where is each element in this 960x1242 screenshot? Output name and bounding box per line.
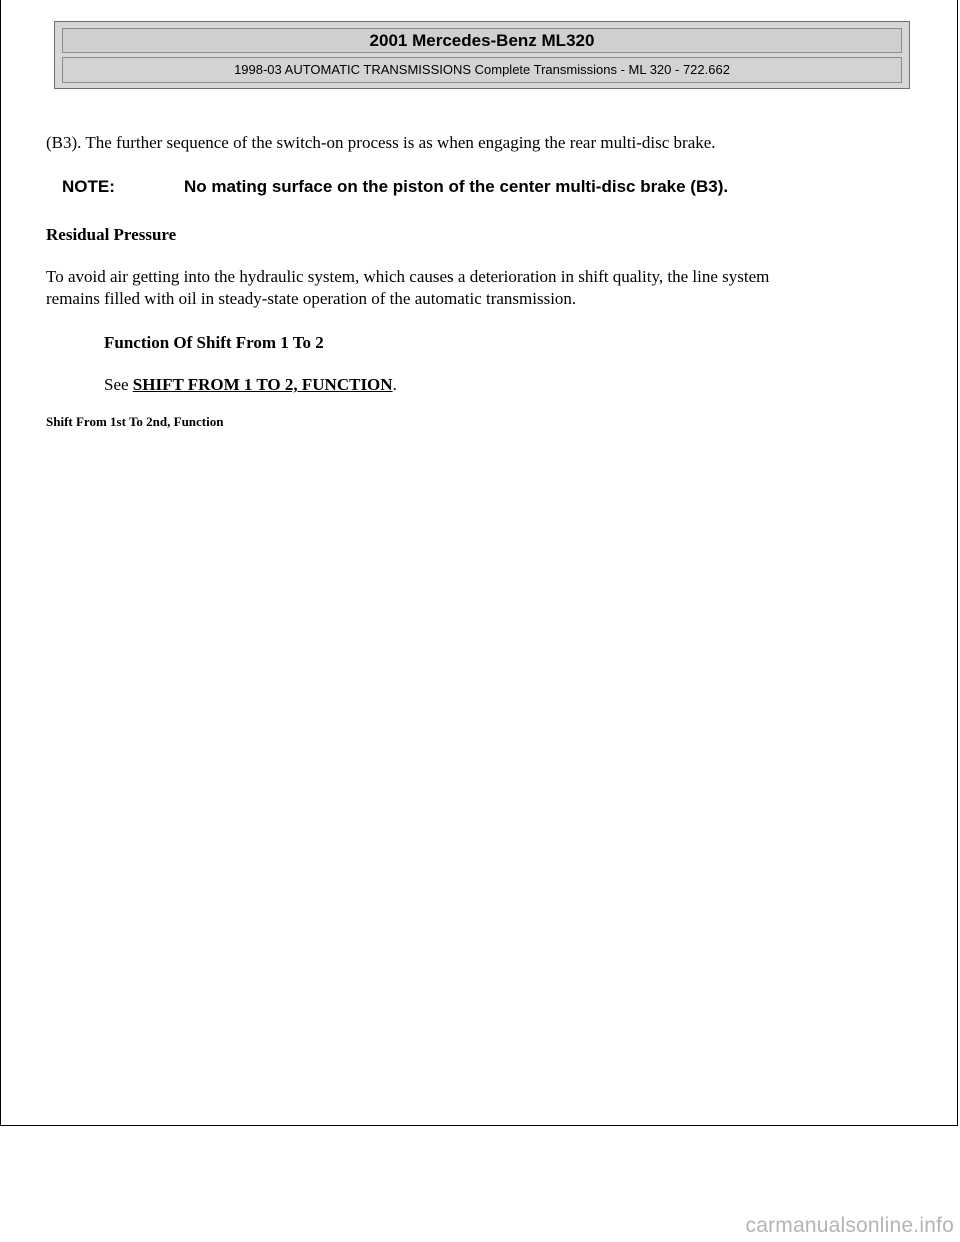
site-watermark: carmanualsonline.info xyxy=(745,1214,954,1237)
see-prefix: See xyxy=(104,375,133,394)
note-text: No mating surface on the piston of the center multi-disc brake (B3). xyxy=(184,177,729,196)
header-title: 2001 Mercedes-Benz ML320 xyxy=(62,28,902,53)
see-suffix: . xyxy=(392,375,397,394)
header-subtitle: 1998-03 AUTOMATIC TRANSMISSIONS Complete Transmissions - ML 320 - 722.662 xyxy=(62,57,902,83)
function-heading: Function Of Shift From 1 To 2 xyxy=(104,333,324,352)
note-label: NOTE: xyxy=(62,177,115,196)
note-block xyxy=(62,176,728,198)
intro-paragraph: (B3). The further sequence of the switch-on process is as when engaging the rear multi-disc brake. xyxy=(46,133,716,152)
residual-paragraph-line-1: To avoid air getting into the hydraulic system, which causes a deterioration in shift quality, the line system xyxy=(46,267,770,286)
residual-paragraph-line-2: remains filled with oil in steady-state operation of the automatic transmission. xyxy=(46,289,577,308)
shift-section-heading: Shift From 1st To 2nd, Function xyxy=(46,414,224,429)
shift-function-link[interactable]: SHIFT FROM 1 TO 2, FUNCTION xyxy=(132,375,393,394)
see-reference xyxy=(104,374,397,396)
page-header xyxy=(54,21,910,89)
residual-pressure-heading: Residual Pressure xyxy=(46,225,177,244)
